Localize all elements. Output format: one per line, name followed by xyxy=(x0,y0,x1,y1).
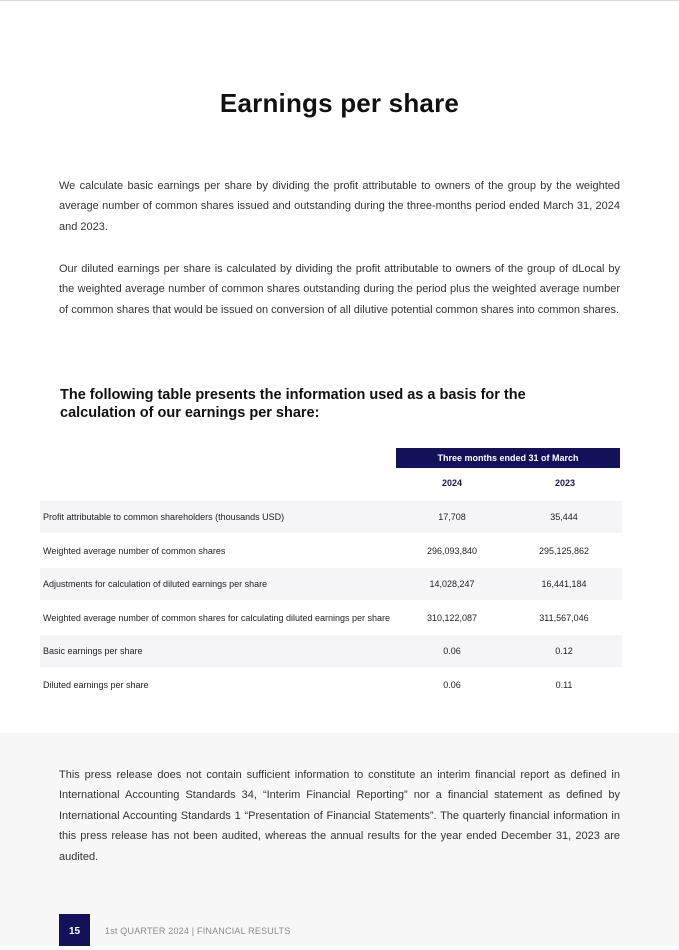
table-row xyxy=(40,635,622,667)
disclaimer-text: This press release does not contain sufficient information to constitute an interim financial report as defined in International Accounting Standards 34, “Interim Financial Reporting” nor a financial statement as defined by International Accounting Standards 1 “Presentation of Financial Statements”. The quarterly financial information in this press release has not been audited, whereas the annual results for the year ended December 31, 2023 are audited. xyxy=(59,769,620,863)
value-2024: 17,708 xyxy=(438,512,466,522)
page-title: Earnings per share xyxy=(219,88,460,118)
basic-eps-paragraph: We calculate basic earnings per share by dividing the profit attributable to owners of the group by the weighted average number of common shares issued and outstanding during the three-months period ended March 31, 2024 and 2023. xyxy=(59,180,620,233)
table-row xyxy=(40,535,622,567)
value-2024: 14,028,247 xyxy=(429,579,475,589)
year-header-2024: 2024 xyxy=(441,478,463,488)
table-row xyxy=(40,602,622,634)
table-row xyxy=(40,501,622,533)
row-label: Adjustments for calculation of diluted earnings per share xyxy=(43,579,268,589)
table-row xyxy=(40,669,622,701)
value-2023: 35,444 xyxy=(550,512,578,522)
value-2024: 0.06 xyxy=(443,680,461,690)
value-2024: 296,093,840 xyxy=(426,546,478,556)
report-label: 1st QUARTER 2024 | FINANCIAL RESULTS xyxy=(105,926,291,936)
page-number-badge: 15 xyxy=(59,914,90,946)
table-row xyxy=(40,568,622,600)
row-label: Weighted average number of common shares for calculating diluted earnings per share xyxy=(43,613,391,623)
value-2023: 0.12 xyxy=(555,646,573,656)
year-header-2023: 2023 xyxy=(554,478,576,488)
row-label: Profit attributable to common shareholders (thousands USD) xyxy=(43,512,285,522)
value-2024: 0.06 xyxy=(443,646,461,656)
row-label: Diluted earnings per share xyxy=(43,680,149,690)
diluted-eps-paragraph: Our diluted earnings per share is calculated by dividing the profit attributable to owners of the group of dLocal by the weighted average number of common shares outstanding during the period plus the weighted average number of common shares that would be issued on conversion of all dilutive potential common shares into common shares. xyxy=(59,263,620,316)
value-2023: 295,125,862 xyxy=(538,546,590,556)
row-label: Weighted average number of common shares xyxy=(43,546,226,556)
value-2023: 311,567,046 xyxy=(539,613,589,623)
row-label: Basic earnings per share xyxy=(43,646,143,656)
value-2024: 310,122,087 xyxy=(426,613,478,623)
value-2023: 0.11 xyxy=(555,680,573,690)
period-header: Three months ended 31 of March xyxy=(396,448,620,468)
top-divider xyxy=(0,0,679,1)
value-2023: 16,441,184 xyxy=(541,579,587,589)
table-heading: The following table presents the information used as a basis for the calculation of our earnings per share: xyxy=(60,387,526,421)
